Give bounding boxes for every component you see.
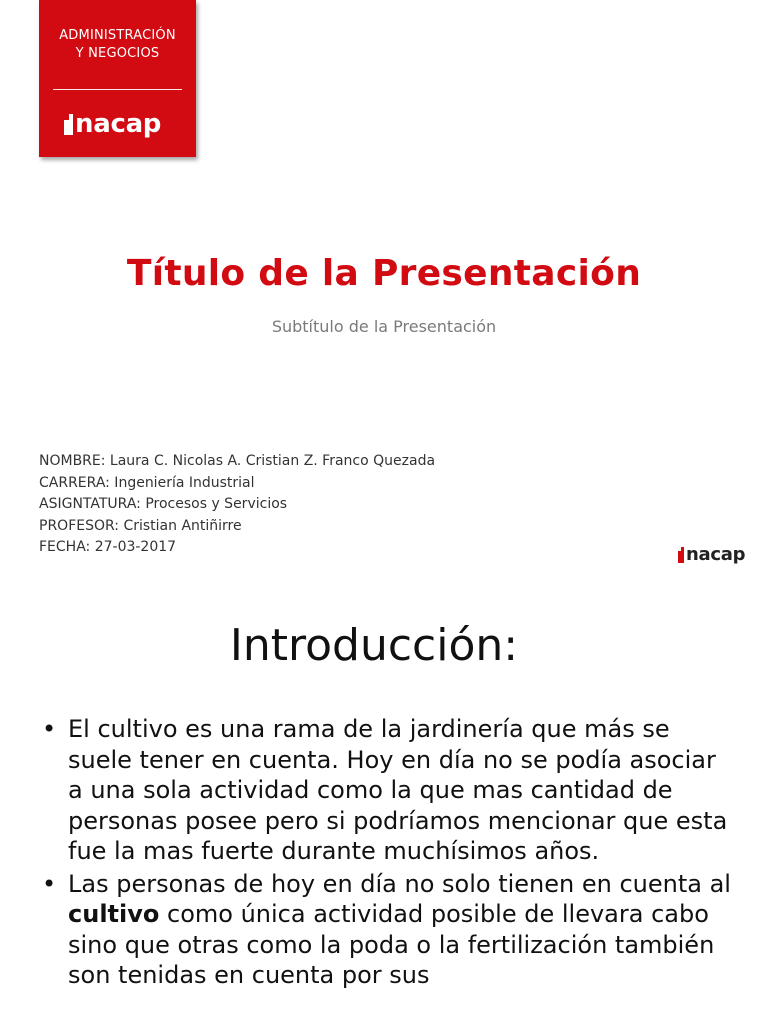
inacap-mark-icon: [64, 114, 73, 135]
department-badge: [39, 0, 196, 157]
bullet-icon: •: [42, 715, 57, 743]
department-name: [39, 27, 196, 63]
bullet-text-bold: cultivo: [68, 900, 160, 928]
info-career: CARRERA: Ingeniería Industrial: [39, 474, 255, 491]
bullet-item: [42, 714, 732, 867]
presentation-title: Título de la Presentación: [126, 253, 642, 294]
presentation-subtitle: Subtítulo de la Presentación: [271, 317, 497, 336]
info-subject: ASIGNTATURA: Procesos y Servicios: [39, 496, 288, 512]
introduction-title: Introducción:: [229, 620, 519, 671]
department-line-1: ADMINISTRACIÓN: [59, 28, 176, 43]
badge-divider: [53, 89, 182, 90]
introduction-slide: [0, 576, 768, 1024]
inacap-logo: [64, 109, 161, 139]
inacap-mark-icon: [678, 547, 684, 563]
inacap-logo-text: nacap: [75, 109, 162, 139]
inacap-footer-logo: [678, 544, 745, 565]
info-date: FECHA: 27-03-2017: [39, 539, 177, 555]
bullet-item: [42, 869, 732, 991]
inacap-footer-logo-text: nacap: [686, 544, 746, 565]
info-professor: PROFESOR: Cristian Antiñirre: [39, 517, 242, 534]
student-info: [39, 451, 435, 559]
bullet-icon: •: [42, 869, 57, 898]
bullet-list: [42, 714, 732, 993]
department-line-2: Y NEGOCIOS: [75, 46, 160, 61]
bullet-text: El cultivo es una rama de la jardinería que más se suele tener en cuenta. Hoy en día no se podía asociar a una sola actividad como la que mas cantidad de personas posee pero si podríamos mencionar que esta fue la mas fuerte durante muchísimos años.: [68, 715, 728, 865]
bullet-text-after: como única actividad posible de llevara cabo sino que otras como la poda o la fertilización también son tenidas en cuenta por sus: [68, 900, 715, 989]
info-name: NOMBRE: Laura C. Nicolas A. Cristian Z. Franco Quezada: [39, 453, 436, 469]
bullet-text-before: Las personas de hoy en día no solo tienen en cuenta al: [68, 869, 731, 898]
